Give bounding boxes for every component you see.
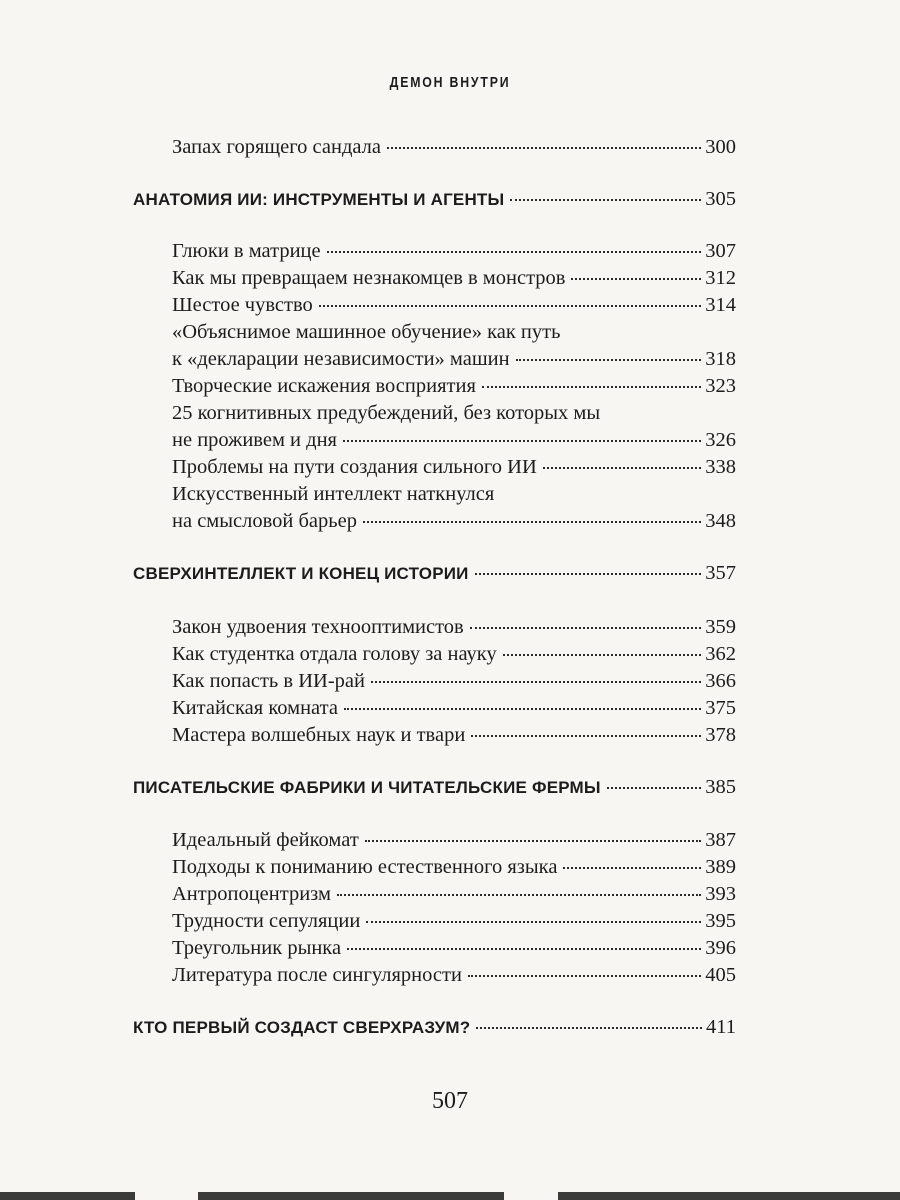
dot-leader xyxy=(563,867,701,869)
toc-entry-page: 362 xyxy=(705,643,736,665)
scan-edge-divider xyxy=(0,1192,900,1200)
toc-entry-title: не проживем и дня xyxy=(172,429,337,451)
dot-leader xyxy=(516,359,702,361)
toc-entry xyxy=(172,373,736,399)
page-number: 507 xyxy=(432,1088,468,1114)
toc-entry-page: 323 xyxy=(705,375,736,397)
toc-section-title: ПИСАТЕЛЬСКИЕ ФАБРИКИ И ЧИТАТЕЛЬСКИЕ ФЕРМЫ xyxy=(133,778,601,797)
toc-entry xyxy=(172,641,736,667)
toc-entry-title: Треугольник рынка xyxy=(172,937,342,959)
toc-section-page: 385 xyxy=(705,776,736,798)
dot-leader xyxy=(543,467,702,469)
toc-entry-title: Подходы к пониманию естественного языка xyxy=(172,856,558,878)
toc-entry-page: 378 xyxy=(705,724,736,746)
toc-entry xyxy=(172,614,736,640)
toc-entry-page: 395 xyxy=(705,910,736,932)
toc-entry-page: 396 xyxy=(705,937,736,959)
toc-entry-title: Как попасть в ИИ-рай xyxy=(172,670,365,692)
dot-leader xyxy=(327,251,702,253)
dot-leader xyxy=(471,735,701,737)
dot-leader xyxy=(363,521,701,523)
toc-entry xyxy=(172,854,736,880)
toc-entry-title: Идеальный фейкомат xyxy=(172,829,359,851)
toc-entry-title: Глюки в матрице xyxy=(172,240,321,262)
toc-entry-page: 318 xyxy=(705,348,736,370)
dot-leader xyxy=(365,840,701,842)
dot-leader xyxy=(476,1027,702,1029)
toc-section xyxy=(133,1014,736,1041)
dot-leader xyxy=(319,305,701,307)
toc-entry-title: Творческие искажения восприятия xyxy=(172,375,476,397)
toc-entry-page: 405 xyxy=(705,964,736,986)
toc-entry xyxy=(172,346,736,372)
toc-entry-page: 387 xyxy=(705,829,736,851)
toc-entry-page: 307 xyxy=(705,240,736,262)
dot-leader xyxy=(371,681,701,683)
toc-entry-title-line: Искусственный интеллект наткнулся xyxy=(172,483,495,505)
toc-entry xyxy=(172,134,736,160)
toc-entry-page: 393 xyxy=(705,883,736,905)
dot-leader xyxy=(482,386,701,388)
toc-entry xyxy=(172,827,736,853)
toc-entry-title: Закон удвоения технооптимистов xyxy=(172,616,464,638)
toc-entry xyxy=(172,668,736,694)
toc-entry-title-line: 25 когнитивных предубеждений, без которых мы xyxy=(172,402,601,424)
toc-entry-page: 312 xyxy=(705,267,736,289)
toc-entry-page: 366 xyxy=(705,670,736,692)
toc-entry xyxy=(172,292,736,318)
toc-section xyxy=(133,186,736,213)
toc-entry xyxy=(172,427,736,453)
dot-leader xyxy=(607,787,701,789)
toc-section xyxy=(133,774,736,801)
toc-entry-title: Как мы превращаем незнакомцев в монстров xyxy=(172,267,566,289)
dot-leader xyxy=(571,278,701,280)
toc-entry-title: Китайская комната xyxy=(172,697,338,719)
toc-entry-page: 389 xyxy=(705,856,736,878)
toc-section-page: 357 xyxy=(705,562,736,584)
dot-leader xyxy=(510,199,701,201)
toc-entry xyxy=(172,908,736,934)
toc-entry-title: к «декларации независимости» машин xyxy=(172,348,510,370)
toc-entry-page: 326 xyxy=(705,429,736,451)
toc-section-page: 411 xyxy=(706,1016,736,1038)
toc-section xyxy=(133,560,736,587)
toc-entry xyxy=(172,722,736,748)
toc-entry xyxy=(172,935,736,961)
toc-entry-page: 314 xyxy=(705,294,736,316)
dot-leader xyxy=(470,627,702,629)
toc-entry xyxy=(172,238,736,264)
toc-entry-title: Мастера волшебных наук и твари xyxy=(172,724,466,746)
dot-leader xyxy=(468,975,701,977)
dot-leader xyxy=(366,921,701,923)
toc-entry-title: Проблемы на пути создания сильного ИИ xyxy=(172,456,537,478)
toc-section-title: СВЕРХИНТЕЛЛЕКТ И КОНЕЦ ИСТОРИИ xyxy=(133,564,469,583)
dot-leader xyxy=(337,894,701,896)
toc-entry xyxy=(172,454,736,480)
toc-entry-title: Запах горящего сандала xyxy=(172,136,381,158)
toc-entry-page: 338 xyxy=(705,456,736,478)
toc-entry-title-line: «Объяснимое машинное обучение» как путь xyxy=(172,321,561,343)
dot-leader xyxy=(503,654,702,656)
toc-entry xyxy=(172,265,736,291)
dot-leader xyxy=(347,948,701,950)
toc-entry xyxy=(172,962,736,988)
toc-entry-title: Шестое чувство xyxy=(172,294,313,316)
toc-entry-title: Как студентка отдала голову за науку xyxy=(172,643,497,665)
running-head: ДЕМОН ВНУТРИ xyxy=(389,74,511,91)
toc-entry xyxy=(172,695,736,721)
toc-section-title: АНАТОМИЯ ИИ: ИНСТРУМЕНТЫ И АГЕНТЫ xyxy=(133,190,505,209)
toc-entry-title: Литература после сингулярности xyxy=(172,964,462,986)
dot-leader xyxy=(387,147,701,149)
toc-section-title: КТО ПЕРВЫЙ СОЗДАСТ СВЕРХРАЗУМ? xyxy=(133,1018,471,1037)
toc-entry xyxy=(172,508,736,534)
dot-leader xyxy=(344,708,701,710)
toc-entry xyxy=(172,881,736,907)
dot-leader xyxy=(343,440,701,442)
toc-entry-title: на смысловой барьер xyxy=(172,510,357,532)
toc-entry-page: 359 xyxy=(705,616,736,638)
toc-section-page: 305 xyxy=(705,188,736,210)
dot-leader xyxy=(475,573,702,575)
toc-entry-page: 348 xyxy=(705,510,736,532)
toc-entry-page: 375 xyxy=(705,697,736,719)
toc-entry-title: Антропоцентризм xyxy=(172,883,331,905)
toc-entry-title: Трудности сепуляции xyxy=(172,910,361,932)
toc-entry-page: 300 xyxy=(705,136,736,158)
